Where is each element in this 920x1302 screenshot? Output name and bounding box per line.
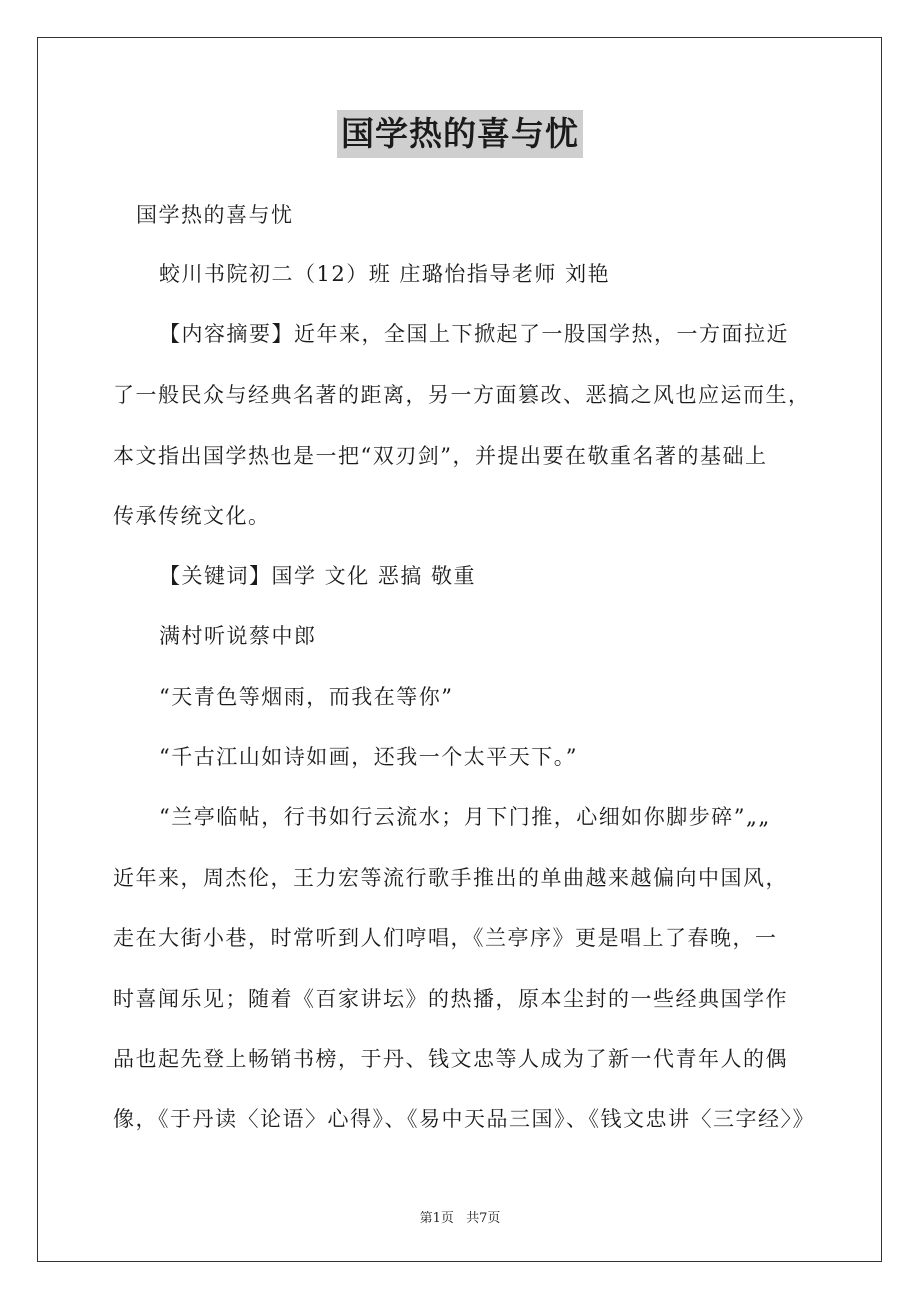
quote-line-2: “千古江山如诗如画，还我一个太平天下。” [159, 745, 578, 769]
page-footer [0, 1207, 920, 1226]
abstract-line-1: 【内容摘要】近年来，全国上下掀起了一股国学热，一方面拉近 [159, 322, 789, 346]
page-number: 第1页 [419, 1211, 454, 1226]
abstract-line-4: 传承传统文化。 [113, 504, 271, 528]
quote-line-3: “兰亭临帖，行书如行云流水；月下门推，心细如你脚步碎”„„ [159, 805, 771, 829]
abstract-line-3: 本文指出国学热也是一把“双刃剑”，并提出要在敬重名著的基础上 [113, 444, 768, 468]
body-line: 时喜闻乐见；随着《百家讲坛》的热播，原本尘封的一些经典国学作 [113, 987, 788, 1011]
body-line: 走在大街小巷，时常听到人们哼唱，《兰亭序》更是唱上了春晚，一 [113, 926, 778, 950]
body-line: 近年来，周杰伦，王力宏等流行歌手推出的单曲越来越偏向中国风， [113, 866, 788, 890]
subtitle-line: 国学热的喜与忧 [136, 203, 294, 227]
document-title: 国学热的喜与忧 [337, 110, 583, 158]
keywords-line: 【关键词】国学 文化 恶搞 敬重 [159, 564, 477, 588]
quote-line-1: “天青色等烟雨，而我在等你” [159, 685, 454, 709]
page-total: 共7页 [466, 1211, 501, 1226]
body-line: 像，《于丹读〈论语〉心得》、《易中天品三国》、《钱文忠讲〈三字经〉》 [113, 1107, 815, 1131]
body-line: 品也起先登上畅销书榜，于丹、钱文忠等人成为了新一代青年人的偶 [113, 1047, 788, 1071]
body-line: 满村听说蔡中郎 [159, 624, 317, 648]
abstract-line-2: 了一般民众与经典名著的距离，另一方面篡改、恶搞之风也应运而生， [113, 383, 811, 407]
author-line: 蛟川书院初二（12）班 庄璐怡指导老师 刘艳 [159, 262, 611, 286]
document-title-wrap [0, 110, 920, 158]
